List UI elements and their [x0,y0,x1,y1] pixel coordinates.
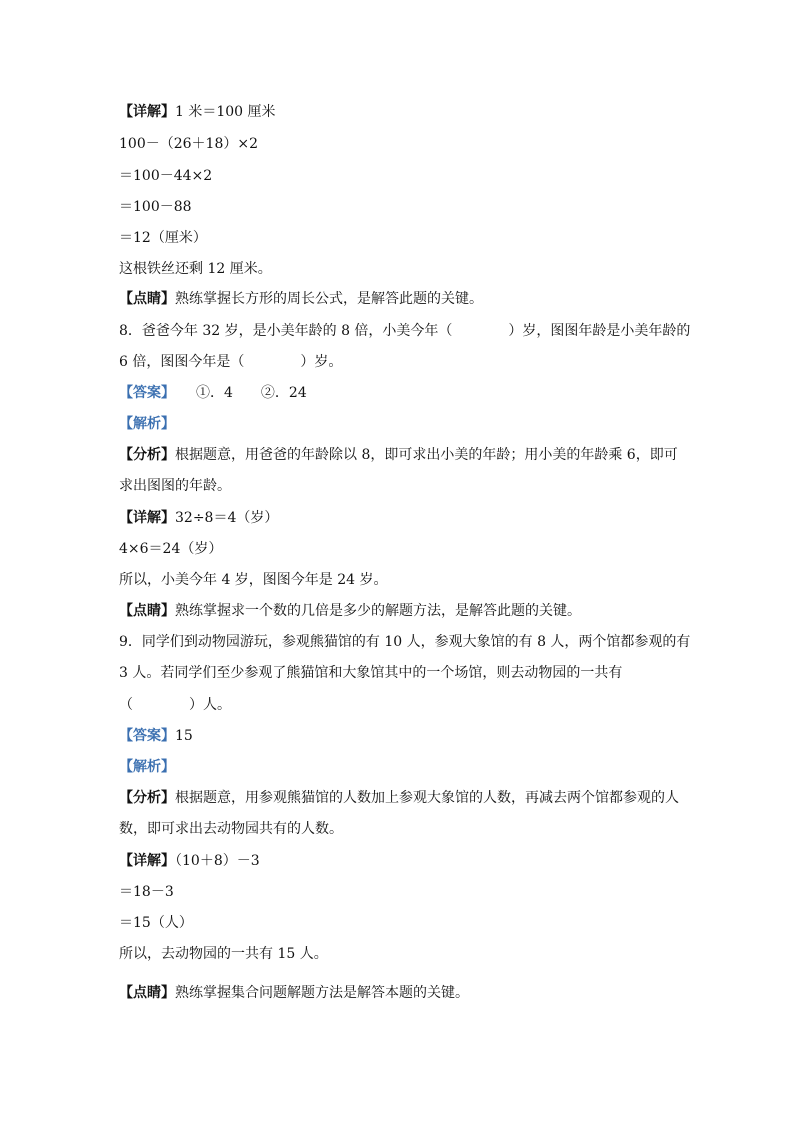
question-line [119,697,231,713]
text-line [119,136,258,152]
text-line [119,884,174,900]
text-line [119,447,678,463]
line-text: 根据题意，用参观熊猫馆的人数加上参观大象馆的人数，再减去两个馆都参观的人 [175,790,679,806]
question-line [119,665,622,681]
line-text: 根据题意，用爸爸的年龄除以 8，即可求出小美的年龄；用小美的年龄乘 6，即可 [175,447,678,463]
section-label: 【分析】 [119,447,175,463]
text-line [119,168,212,184]
text-line [119,853,260,869]
section-label: 【详解】 [119,510,175,526]
section-label: 【点睛】 [119,291,175,307]
line-text: 9．同学们到动物园游玩，参观熊猫馆的有 10 人，参观大象馆的有 8 人，两个馆都参观的有 [119,634,691,650]
line-text: ＝15（人） [119,915,193,931]
line-text: 100－（26＋18）×2 [119,136,258,152]
section-label: 【详解】 [119,853,175,869]
question-line [119,323,690,339]
line-text: 求出图图的年龄。 [119,478,231,494]
answer-label: 【答案】 [119,728,175,744]
text-line [119,230,207,246]
line-text: 这根铁丝还剩 12 厘米。 [119,261,272,277]
text-line [119,510,278,526]
text-line [119,478,231,494]
line-text: 4×6＝24（岁） [119,541,223,557]
text-line [119,985,469,1001]
answer-label: 【解析】 [119,759,175,775]
text-line [119,291,483,307]
line-text: ①．4 ②．24 [168,385,307,401]
line-text: 熟练掌握求一个数的几倍是多少的解题方法，是解答此题的关键。 [175,603,581,619]
line-text: 8．爸爸今年 32 岁，是小美年龄的 8 倍，小美今年（ ）岁，图图年龄是小美年龄的 [119,323,691,339]
line-text: ＝12（厘米） [119,230,207,246]
text-line [119,821,343,837]
line-text: 所以，去动物园的一共有 15 人。 [119,946,328,962]
line-text: 15 [175,728,193,744]
text-line [119,915,193,931]
line-text: 6 倍，图图今年是（ ）岁。 [119,354,343,370]
section-label: 【点睛】 [119,985,175,1001]
text-line [119,261,272,277]
text-line [119,385,307,401]
section-label: 【详解】 [119,104,175,120]
line-text: 熟练掌握长方形的周长公式，是解答此题的关键。 [175,291,483,307]
line-text: ＝18－3 [119,884,174,900]
answer-label: 【解析】 [119,416,175,432]
question-line [119,634,690,650]
line-text: 数，即可求出去动物园共有的人数。 [119,821,343,837]
text-line [119,199,192,215]
section-label: 【分析】 [119,790,175,806]
text-line [119,104,276,120]
line-text: 3 人。若同学们至少参观了熊猫馆和大象馆其中的一个场馆，则去动物园的一共有 [119,665,623,681]
answer-label: 【答案】 [119,385,168,401]
text-line [119,541,222,557]
text-line [119,572,388,588]
line-text: 所以，小美今年 4 岁，图图今年是 24 岁。 [119,572,388,588]
line-text: ＝100－88 [119,199,192,215]
line-text: ＝100－44×2 [119,168,213,184]
line-text: 32÷8＝4（岁） [175,510,279,526]
text-line [119,759,175,775]
line-text: 熟练掌握集合问题解题方法是解答本题的关键。 [175,985,469,1001]
text-line [119,603,581,619]
text-line [119,416,175,432]
line-text: （ ）人。 [119,697,231,713]
line-text: （10＋8）－3 [175,853,260,869]
question-line [119,354,342,370]
text-line [119,946,328,962]
text-line [119,790,679,806]
line-text: 1 米＝100 厘米 [175,104,276,120]
text-line [119,728,193,744]
section-label: 【点睛】 [119,603,175,619]
